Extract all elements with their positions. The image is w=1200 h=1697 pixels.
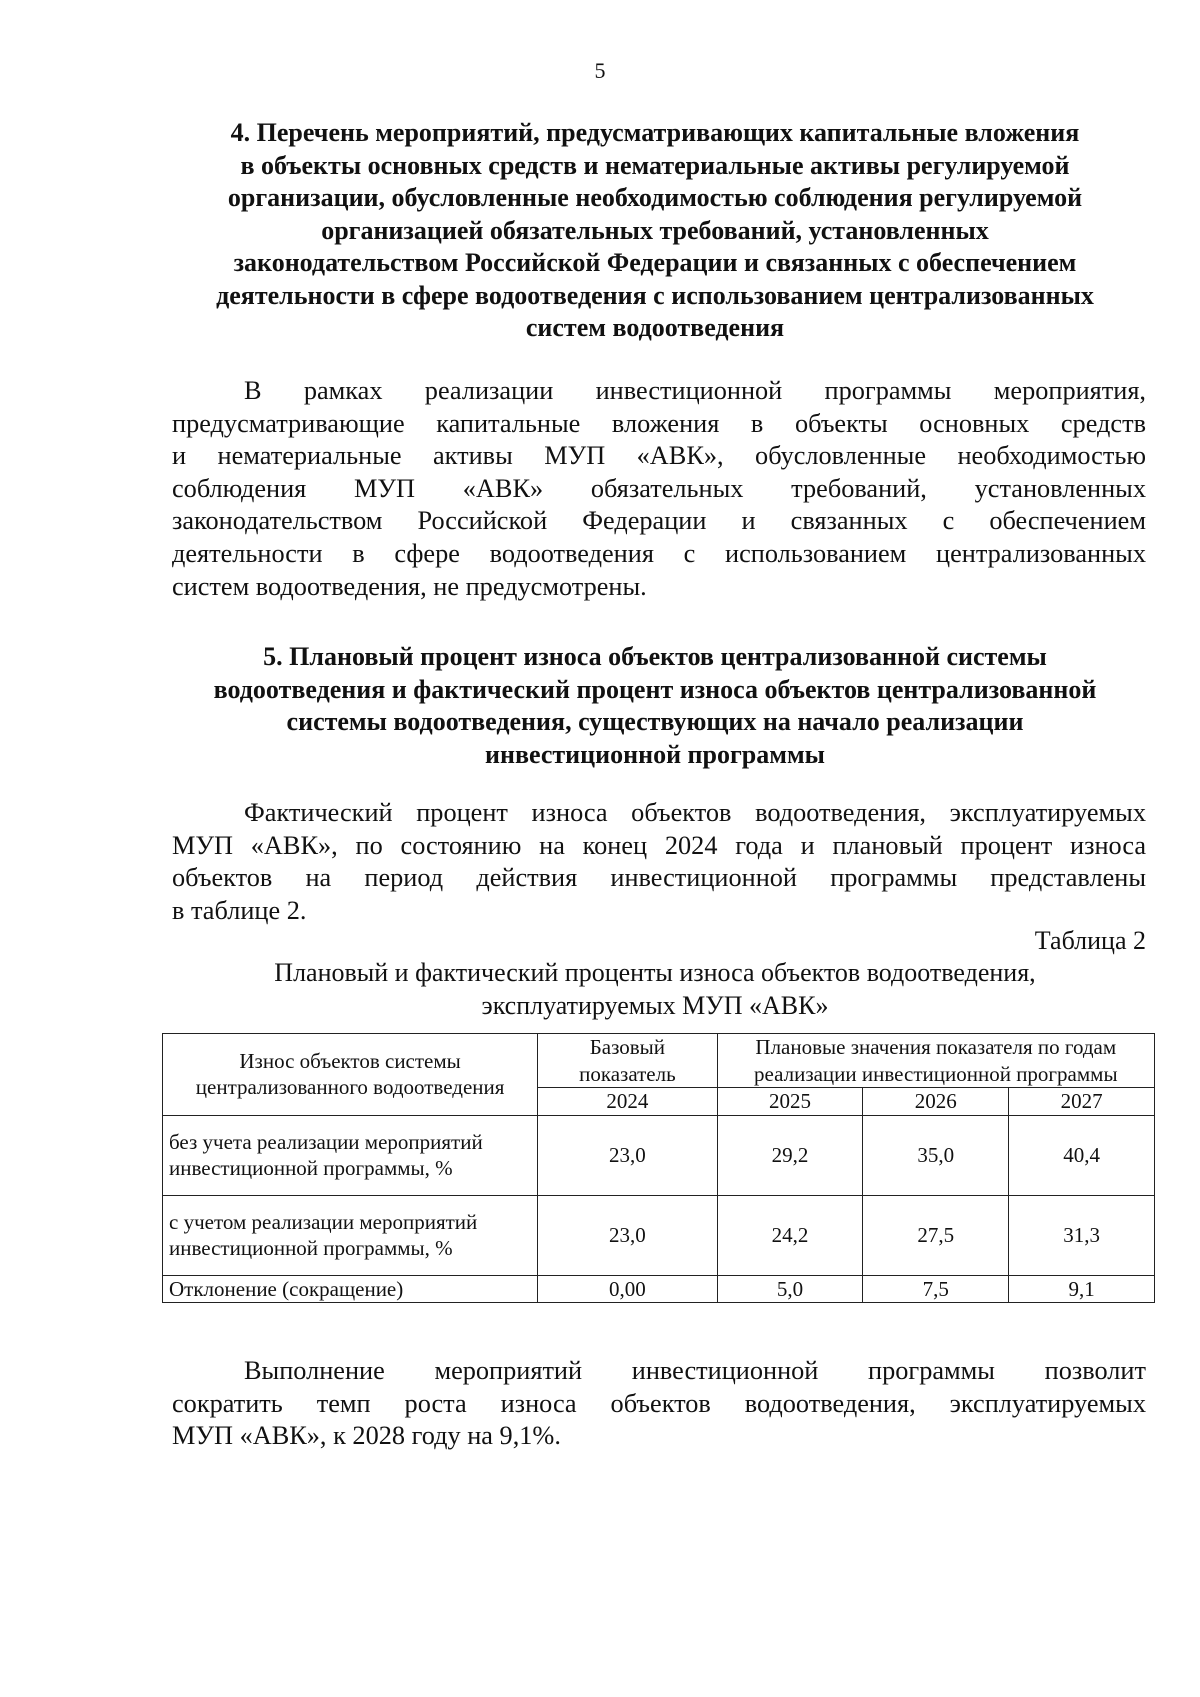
value-cell: 5,0 (717, 1275, 863, 1303)
value-cell: 7,5 (863, 1275, 1009, 1303)
paragraph-line: В рамках реализации инвестиционной программы мероприятия, (244, 376, 1146, 405)
paragraph-line: объектов на период действия инвестиционной программы представлены (172, 863, 1146, 893)
table-row (163, 1275, 1155, 1303)
header-base: Базовый показатель (538, 1034, 717, 1088)
paragraph-line: сократить темп роста износа объектов водоотведения, эксплуатируемых (172, 1388, 1146, 1418)
section-4-heading (160, 117, 1150, 345)
caption-line: Плановый и фактический проценты износа объектов водоотведения, (274, 958, 1036, 987)
wear-table (162, 1033, 1155, 1303)
table-row (163, 1115, 1155, 1195)
paragraph-line: Фактический процент износа объектов водоотведения, эксплуатируемых (244, 798, 1146, 827)
section-5-heading (160, 641, 1150, 771)
heading-line: организации, обусловленные необходимостью соблюдения регулируемой (227, 183, 1083, 212)
table-row (163, 1195, 1155, 1275)
year-cell: 2025 (717, 1088, 863, 1116)
heading-line: законодательством Российской Федерации и связанных с обеспечением (233, 248, 1077, 277)
header-indicator: Износ объектов системы централизованного водоотведения (163, 1034, 538, 1116)
year-cell: 2026 (863, 1088, 1009, 1116)
paragraph-line: систем водоотведения, не предусмотрены. (172, 571, 647, 601)
value-cell: 0,00 (538, 1275, 717, 1303)
paragraph-line: предусматривающие капитальные вложения в объекты основных средств (172, 408, 1146, 438)
year-cell: 2024 (538, 1088, 717, 1116)
year-cell: 2027 (1009, 1088, 1155, 1116)
paragraph-line: соблюдения МУП «АВК» обязательных требований, установленных (172, 473, 1146, 503)
heading-line: водоотведения и фактический процент износа объектов централизованной (213, 674, 1097, 704)
value-cell: 40,4 (1009, 1115, 1155, 1195)
value-cell: 23,0 (538, 1195, 717, 1275)
row-label: Отклонение (сокращение) (163, 1275, 538, 1303)
value-cell: 9,1 (1009, 1275, 1155, 1303)
value-cell: 31,3 (1009, 1195, 1155, 1275)
heading-line: 4. Перечень мероприятий, предусматривающих капитальные вложения (230, 118, 1080, 147)
paragraph-line: и нематериальные активы МУП «АВК», обусловленные необходимостью (172, 441, 1146, 471)
heading-line: системы водоотведения, существующих на начало реализации (286, 707, 1024, 736)
heading-line: в объекты основных средств и нематериальные активы регулируемой (240, 150, 1070, 180)
heading-line: инвестиционной программы (485, 739, 825, 769)
value-cell: 27,5 (863, 1195, 1009, 1275)
paragraph-line: МУП «АВК», по состоянию на конец 2024 года и плановый процент износа (172, 830, 1146, 860)
paragraph-line: в таблице 2. (172, 895, 307, 925)
paragraph-line: законодательством Российской Федерации и связанных с обеспечением (172, 506, 1146, 536)
value-cell: 24,2 (717, 1195, 863, 1275)
value-cell: 29,2 (717, 1115, 863, 1195)
table-header-row (163, 1034, 1155, 1088)
paragraph-line: деятельности в сфере водоотведения с использованием централизованных (172, 538, 1146, 568)
table-label: Таблица 2 (1034, 926, 1146, 955)
caption-line: эксплуатируемых МУП «АВК» (481, 990, 829, 1020)
heading-line: 5. Плановый процент износа объектов централизованной системы (263, 642, 1047, 671)
row-label: без учета реализации мероприятий инвестиционной программы, % (163, 1115, 538, 1195)
heading-line: систем водоотведения (525, 313, 785, 342)
value-cell: 35,0 (863, 1115, 1009, 1195)
row-label: с учетом реализации мероприятий инвестиционной программы, % (163, 1195, 538, 1275)
paragraph-line: Выполнение мероприятий инвестиционной программы позволит (244, 1356, 1146, 1385)
value-cell: 23,0 (538, 1115, 717, 1195)
section-5-paragraph (172, 797, 1146, 927)
heading-line: организацией обязательных требований, установленных (321, 215, 989, 245)
table-caption (160, 957, 1150, 1022)
paragraph-line: МУП «АВК», к 2028 году на 9,1%. (172, 1421, 561, 1451)
conclusion-paragraph (172, 1355, 1146, 1453)
page-number: 5 (594, 58, 606, 83)
header-plan: Плановые значения показателя по годам реализации инвестиционной программы (717, 1034, 1154, 1088)
section-4-paragraph (172, 375, 1146, 603)
heading-line: деятельности в сфере водоотведения с использованием централизованных (216, 280, 1094, 310)
